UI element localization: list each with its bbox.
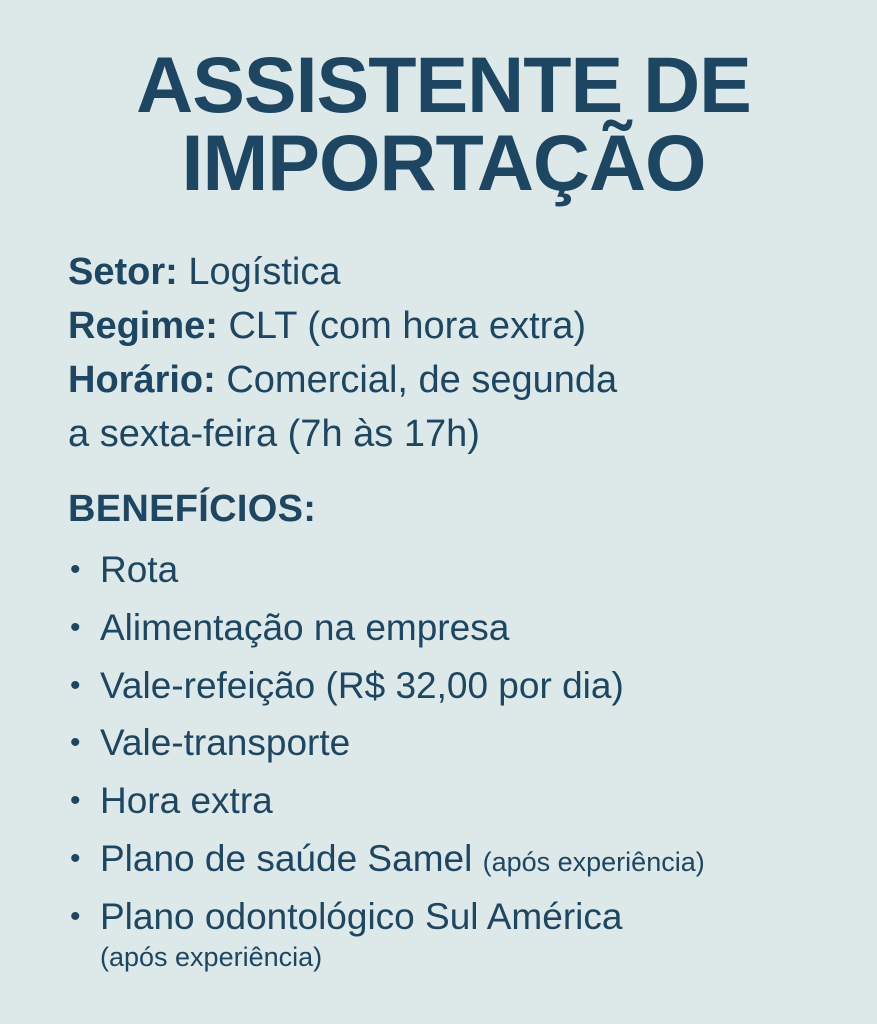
detail-horario-continued: a sexta-feira (7h às 17h): [68, 413, 480, 456]
bullet-icon: •: [70, 553, 81, 587]
bullet-icon: •: [70, 668, 81, 702]
list-item-label: Hora extra: [100, 780, 273, 822]
detail-horario: [68, 354, 833, 408]
bullet-icon: •: [70, 726, 81, 760]
job-details: [68, 246, 833, 462]
page-title-line-1: ASSISTENTE DE: [136, 40, 751, 129]
bullet-icon: •: [70, 841, 81, 875]
detail-setor-label: Setor:: [68, 251, 178, 294]
list-item-label: Vale-refeição (R$ 32,00 por dia): [100, 664, 624, 706]
list-item: [68, 599, 833, 657]
detail-horario-value: Comercial, de segunda: [215, 359, 618, 402]
list-item-label: Plano odontológico Sul América: [100, 895, 623, 937]
list-item-label: Plano de saúde Samel: [100, 837, 483, 879]
detail-regime: [68, 300, 833, 354]
page-title: [68, 40, 833, 208]
list-item: [68, 772, 833, 830]
detail-setor-value: Logística: [177, 251, 341, 294]
benefits-heading: BENEFÍCIOS:: [68, 488, 317, 531]
detail-regime-value: CLT (com hora extra): [217, 305, 587, 348]
list-item-label: Alimentação na empresa: [100, 606, 510, 648]
list-item-note: (após experiência): [482, 846, 705, 877]
list-item-label: Rota: [100, 549, 179, 591]
list-item: [68, 888, 833, 975]
bullet-icon: •: [70, 899, 81, 933]
bullet-icon: •: [70, 610, 81, 644]
detail-setor: [68, 246, 833, 300]
list-item-note: (após experiência): [100, 942, 323, 973]
benefits-list: [68, 541, 833, 975]
detail-horario-label: Horário:: [68, 359, 216, 402]
list-item: [68, 714, 833, 772]
page-title-line-2: IMPORTAÇÃO: [181, 118, 706, 208]
detail-regime-label: Regime:: [68, 305, 218, 348]
list-item: [68, 541, 833, 599]
list-item: [68, 830, 833, 888]
list-item-label: Vale-transporte: [100, 722, 351, 764]
list-item: [68, 657, 833, 715]
bullet-icon: •: [70, 784, 81, 818]
